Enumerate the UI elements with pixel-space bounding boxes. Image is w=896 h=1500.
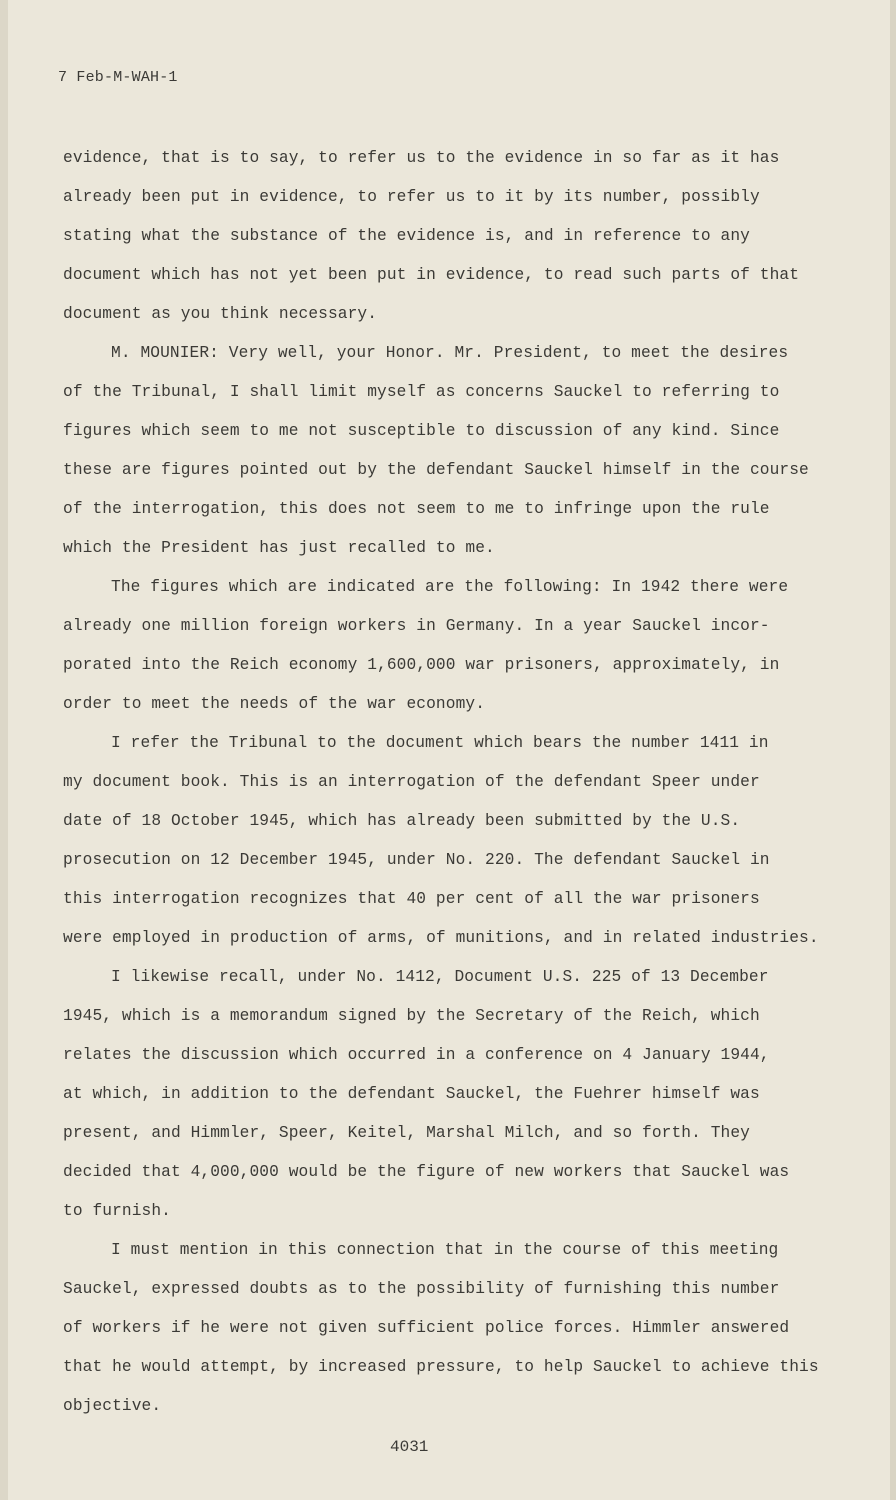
text-line: of workers if he were not given sufficient police forces. Himmler answered (63, 1319, 790, 1337)
text-line: porated into the Reich economy 1,600,000 war prisoners, approximately, in (63, 656, 780, 674)
text-line: already one million foreign workers in Germany. In a year Sauckel incor- (63, 617, 770, 635)
text-line: prosecution on 12 December 1945, under No. 220. The defendant Sauckel in (63, 851, 770, 869)
text-line: these are figures pointed out by the defendant Sauckel himself in the course (63, 461, 809, 479)
text-line: relates the discussion which occurred in a conference on 4 January 1944, (63, 1046, 770, 1064)
text-line: order to meet the needs of the war economy. (63, 695, 486, 713)
text-line: Sauckel, expressed doubts as to the possibility of furnishing this number (63, 1280, 780, 1298)
text-line: figures which seem to me not susceptible to discussion of any kind. Since (63, 422, 780, 440)
text-line: my document book. This is an interrogation of the defendant Speer under (63, 773, 760, 791)
text-line: The figures which are indicated are the following: In 1942 there were (111, 578, 789, 596)
text-line: document which has not yet been put in evidence, to read such parts of that (63, 266, 800, 284)
text-line: were employed in production of arms, of munitions, and in related industries. (63, 929, 819, 947)
page-left-edge (0, 0, 8, 1500)
text-line: evidence, that is to say, to refer us to the evidence in so far as it has (63, 149, 780, 167)
text-line: already been put in evidence, to refer us to it by its number, possibly (63, 188, 760, 206)
text-line: decided that 4,000,000 would be the figure of new workers that Sauckel was (63, 1163, 790, 1181)
text-line: date of 18 October 1945, which has already been submitted by the U.S. (63, 812, 741, 830)
text-line: to furnish. (63, 1202, 171, 1220)
text-line: at which, in addition to the defendant Sauckel, the Fuehrer himself was (63, 1085, 760, 1103)
document-reference-id: 7 Feb-M-WAH-1 (58, 69, 178, 86)
text-line: this interrogation recognizes that 40 per cent of all the war prisoners (63, 890, 760, 908)
page-right-edge (890, 0, 896, 1500)
text-line: of the Tribunal, I shall limit myself as concerns Sauckel to referring to (63, 383, 780, 401)
text-line: document as you think necessary. (63, 305, 378, 323)
text-line: of the interrogation, this does not seem to me to infringe upon the rule (63, 500, 770, 518)
text-line: I refer the Tribunal to the document which bears the number 1411 in (111, 734, 769, 752)
text-line: which the President has just recalled to me. (63, 539, 495, 557)
text-line: that he would attempt, by increased pressure, to help Sauckel to achieve this (63, 1358, 819, 1376)
text-line: present, and Himmler, Speer, Keitel, Marshal Milch, and so forth. They (63, 1124, 750, 1142)
text-line: M. MOUNIER: Very well, your Honor. Mr. President, to meet the desires (111, 344, 789, 362)
text-line: I likewise recall, under No. 1412, Document U.S. 225 of 13 December (111, 968, 769, 986)
page-number: 4031 (390, 1438, 429, 1456)
text-line: I must mention in this connection that in the course of this meeting (111, 1241, 779, 1259)
text-line: stating what the substance of the evidence is, and in reference to any (63, 227, 750, 245)
text-line: objective. (63, 1397, 162, 1415)
transcript-body (63, 140, 823, 1427)
text-line: 1945, which is a memorandum signed by the Secretary of the Reich, which (63, 1007, 760, 1025)
